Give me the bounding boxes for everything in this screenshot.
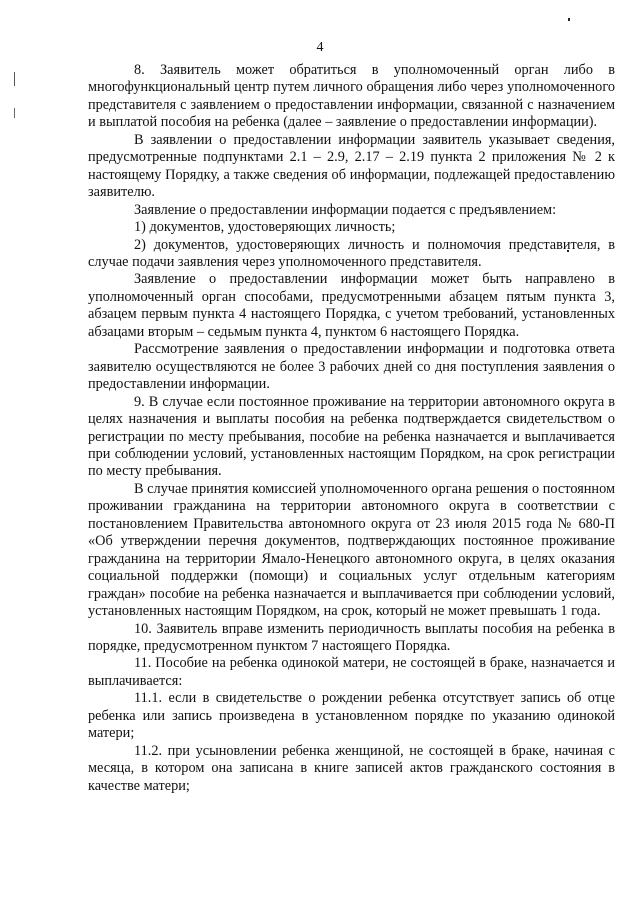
paragraph-8-content: В заявлении о предоставлении информации заявитель указывает сведения, предусмотренные подпунктами 2.1 – 2.9, 2.17 – 2.19 пункта 2 приложения № 2 к настоящему Порядку, а также сведения об информации, подлежащей предоставлению заявителю. [88, 131, 615, 201]
paragraph-8: 8. Заявитель может обратиться в уполномоченный орган либо в многофункциональный центр путем личного обращения либо через уполномоченного представителя с заявлением о предоставлении информации, связанной с назначением и выплатой пособия на ребенка (далее – заявление о предоставлении информации). [88, 62, 615, 131]
paragraph-9: 9. В случае если постоянное проживание на территории автономного округа в целях назначения и выплаты пособия на ребенка подтверждается свидетельством о регистрации по месту пребывания, пособие на ребенка назначается и выплачивается при соблюдении условий, установленных настоящим Порядком, на срок регистрации по месту пребывания. [88, 393, 615, 480]
paragraph-8-documents-intro: Заявление о предоставлении информации подается с предъявлением: [134, 201, 557, 218]
page-number: 4 [316, 40, 324, 55]
list-item-2: 2) документов, удостоверяющих личность и полномочия представителя, в случае подачи заявления через уполномоченного представителя. [88, 236, 615, 270]
paragraph-8-review-term: Рассмотрение заявления о предоставлении информации и подготовка ответа заявителю осуществляются не более 3 рабочих дней со дня поступления заявления о предоставлении информации. [88, 341, 615, 393]
paragraph-11-1: 11.1. если в свидетельстве о рождении ребенка отсутствует запись об отце ребенка или запись произведена в установленном порядке по указанию одинокой матери; [88, 690, 615, 742]
paragraph-11: 11. Пособие на ребенка одинокой матери, не состоящей в браке, назначается и выплачивается: [88, 655, 615, 689]
scan-artifact [14, 108, 15, 118]
paragraph-10: 10. Заявитель вправе изменить периодичность выплаты пособия на ребенка в порядке, предусмотренном пунктом 7 настоящего Порядка. [88, 620, 615, 654]
paragraph-8-submission-methods: Заявление о предоставлении информации может быть направлено в уполномоченный орган способами, предусмотренными абзацем пятым пункта 3, абзацем первым пункта 4 настоящего Порядка, с учетом требований, установленных абзацами вторым – седьмым пункта 4, пунктом 6 настоящего Порядка. [88, 271, 615, 340]
document-body [88, 62, 615, 795]
paragraph-9-commission: В случае принятия комиссией уполномоченного органа решения о постоянном проживании гражданина на территории автономного округа в соответствии с постановлением Правительства автономного округа от 23 июля 2015 года № 680-П «Об утверждении перечня документов, подтверждающих постоянное проживание гражданина на территории Ямало-Ненецкого автономного округа, в целях оказания социальной поддержки (помощи) и социальных услуг отдельным категориям граждан» пособие на ребенка назначается и выплачивается при соблюдении условий, установленных настоящим Порядком, на срок, который не может превышать 1 года. [88, 480, 615, 620]
paragraph-11-2: 11.2. при усыновлении ребенка женщиной, не состоящей в браке, начиная с месяца, в котором она записана в книге записей актов гражданского состояния в качестве матери; [88, 742, 615, 794]
scan-artifact [14, 72, 15, 86]
scan-artifact [568, 18, 570, 21]
list-item-1: 1) документов, удостоверяющих личность; [134, 219, 396, 236]
